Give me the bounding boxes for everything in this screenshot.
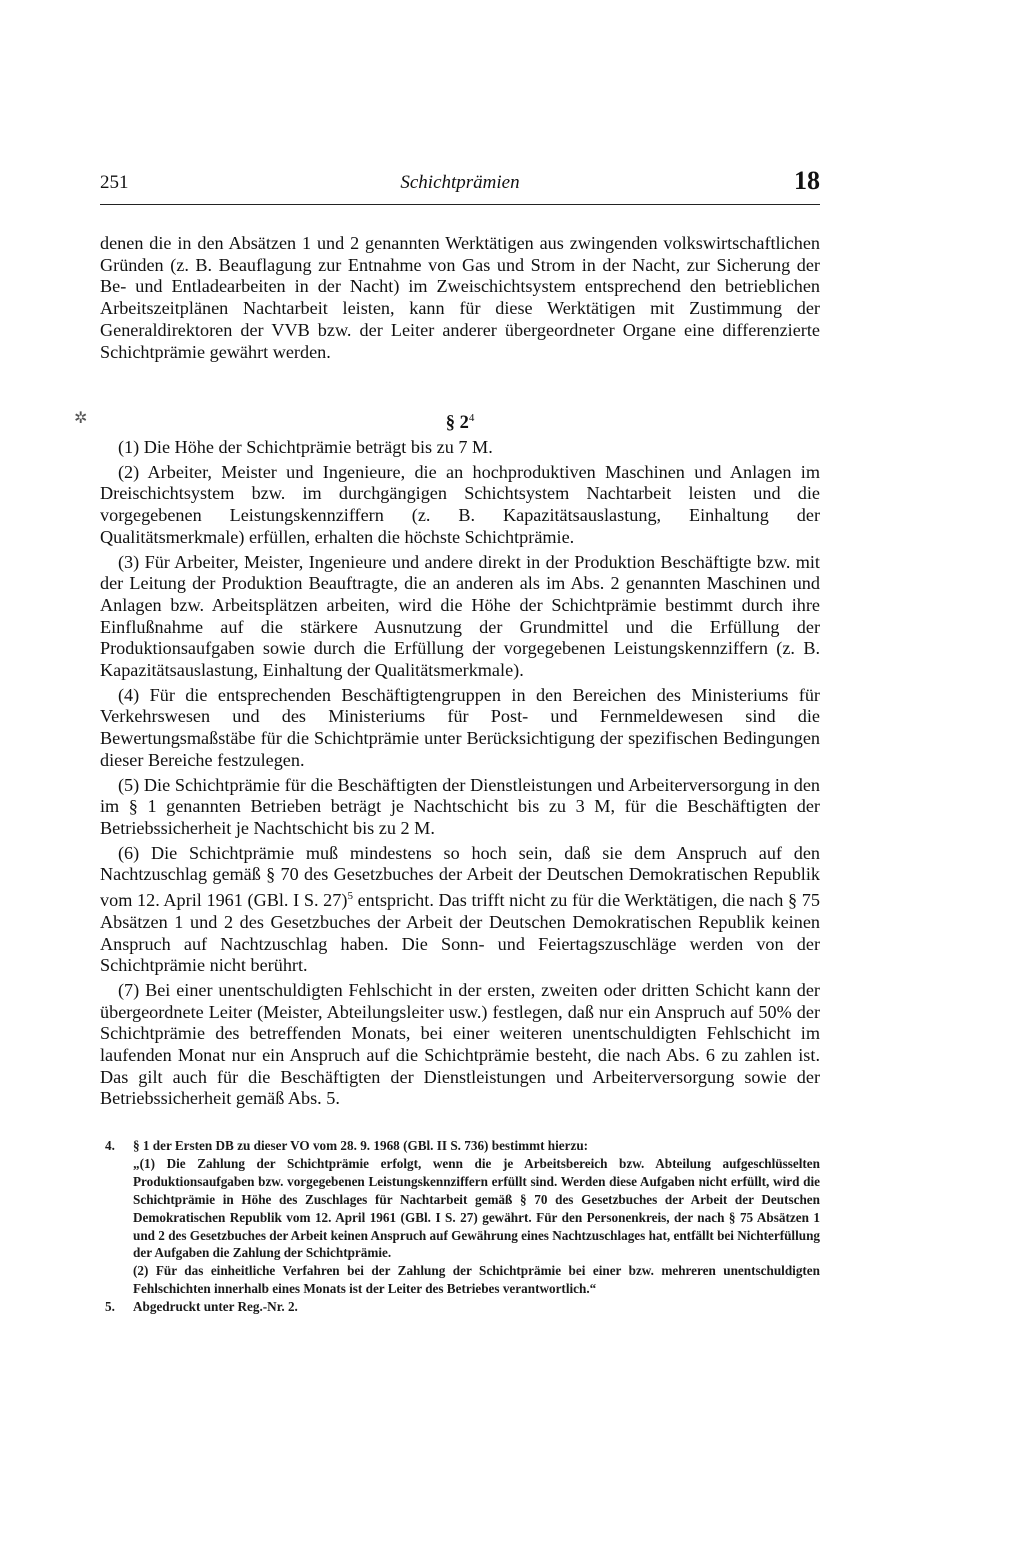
paragraph-6-part-b: entspricht. Das trifft nicht zu für die Werktätigen, die nach § 75 Absätzen 1 und 2 des Gesetzbuches der Arbeit der Deutschen Demokratischen Republik keinen Anspruch auf Nachtzuschlag haben. Die Sonn- und Feiertagszuschläge werden von der Schichtprämie nicht berührt. [100,890,820,976]
footnote-5 [100,1298,820,1316]
paragraph-6-part-a: (6) Die Schichtprämie muß mindestens so hoch sein, daß sie dem Anspruch auf den Nachtzuschlag gemäß § 70 des Gesetzbuches der Arbeit der Deutschen Demokratischen Republik vom 12. April 1961 (GBl. I S. 27) [100,842,820,911]
footnote-4-quote-1: „(1) Die Zahlung der Schichtprämie erfolgt, wenn die je Arbeitsbereich bzw. Abteilung aufgeschlüsselten Produktionsaufgaben bzw. vorgegebenen Leistungskennziffern erfüllt sind. Werden diese Aufgaben nicht erfüllt, wird die Schichtprämie in Höhe des Zuschlages für Nachtarbeit gemäß § 70 des Gesetzbuches der Arbeit der Deutschen Demokratischen Republik vom 12. April 1961 (GBl. I S. 27) gewährt. Für den Personenkreis, der nach § 75 Absätzen 1 und 2 des Gesetzbuches der Arbeit keinen Anspruch auf Gewährung eines Nachtzuschlages hat, entfällt bei Nichterfüllung der Aufgaben die Zahlung der Schichtprämie. [133,1155,821,1261]
footnote-5-text: Abgedruckt unter Reg.-Nr. 2. [133,1299,298,1315]
section-number: 18 [794,166,820,195]
paragraph-5: (5) Die Schichtprämie für die Beschäftigten der Dienstleistungen und Arbeiterversorgung in den im § 1 genannten Betrieben beträgt je Nachtschicht bis zu 3 M, für die Beschäftigten der Betriebssicherheit je Nachtschicht bis zu 2 M. [100,774,820,838]
scan-mark: ✲ [74,410,88,427]
intro-text [100,233,820,363]
footnote-5-body [133,1298,820,1316]
footnote-5-number: 5. [105,1299,115,1315]
footnote-4-intro: § 1 der Ersten DB zu dieser VO vom 28. 9. 1968 (GBl. II S. 736) bestimmt hierzu: [133,1138,589,1153]
section-heading-footnote-ref: 4 [468,412,475,424]
section-heading-text: § 2 [445,413,469,434]
footnote-4-quote-2: (2) Für das einheitliche Verfahren bei der Zahlung der Schichtprämie bei einer bzw. mehreren unentschuldigten Fehlschichten innerhalb eines Monats ist der Leiter des Betriebes verantwortlich.“ [133,1263,820,1297]
footnote-4-number: 4. [105,1138,115,1153]
paragraph-6 [100,843,820,977]
section-body [100,437,820,1113]
paragraph-1: (1) Die Höhe der Schichtprämie beträgt bis zu 7 M. [118,437,493,457]
footnote-4 [100,1137,820,1298]
intro-paragraph: denen die in den Absätzen 1 und 2 genannten Werktätigen aus zwingenden volkswirtschaftlichen Gründen (z. B. Beauflagung zur Entnahme von Gas und Strom in der Nacht, zur Sicherung der Be- und Entladearbeiten in der Nacht) im Zweischichtsystem entsprechend den betrieblichen Arbeitszeitplänen Nachtarbeit leisten, kann für diese Werktätigen mit Zustimmung der Generaldirektoren der VVB bzw. der Leiter anderer übergeordneter Organe eine differenzierte Schichtprämie gewährt werden. [100,233,820,362]
running-title: Schichtprämien [400,172,520,193]
paragraph-2: (2) Arbeiter, Meister und Ingenieure, die an hochproduktiven Maschinen und Anlagen im Dreischichtsystem bzw. im durchgängigen Schichtsystem Nachtarbeit leisten und die vorgegebenen Leistungskennziffern (z. B. Kapazitätsauslastung, Einhaltung der Qualitätsmerkmale) erfüllen, erhalten die höchste Schichtprämie. [100,461,820,547]
footnote-4-body [133,1137,820,1298]
running-header [100,166,820,205]
paragraph-3: (3) Für Arbeiter, Meister, Ingenieure und andere direkt in der Produktion Beschäftigte bzw. mit der Leitung der Produktion Beauftragte, die an anderen als im Abs. 2 genannten Maschinen und Anlagen bzw. Arbeitsplätzen arbeiten, wird die Höhe der Schichtprämie bestimmt durch ihre Einflußnahme auf die stärkere Ausnutzung der Grundmittel und die Erfüllung der Produktionsaufgaben sowie durch die Erfüllung der vorgegebenen Leistungskennziffern (z. B. Kapazitätsauslastung, Einhaltung der Qualitätsmerkmale). [100,551,820,681]
section-heading [100,412,820,434]
paragraph-6-footnote-ref: 5 [347,890,353,903]
page-number: 251 [100,172,129,193]
footnotes [100,1137,820,1316]
paragraph-4: (4) Für die entsprechenden Beschäftigtengruppen in den Bereichen des Ministeriums für Verkehrswesen und des Ministeriums für Post- und Fernmeldewesen sind die Bewertungsmaßstäbe für die Schichtprämie unter Berücksichtigung der spezifischen Bedingungen dieser Bereiche festzulegen. [100,684,820,770]
paragraph-7: (7) Bei einer unentschuldigten Fehlschicht in der ersten, zweiten oder dritten Schicht kann der übergeordnete Leiter (Meister, Abteilungsleiter usw.) festlegen, daß nur ein Anspruch auf 50% der Schichtprämie des betreffenden Monats, bei einer weiteren unentschuldigten Fehlschicht im laufenden Monat nur ein Anspruch auf die Schichtprämie besteht, die nach Abs. 6 zu zahlen ist. Das gilt auch für die Beschäftigten der Dienstleistungen und Arbeiterversorgung sowie der Betriebssicherheit gemäß Abs. 5. [100,979,820,1109]
